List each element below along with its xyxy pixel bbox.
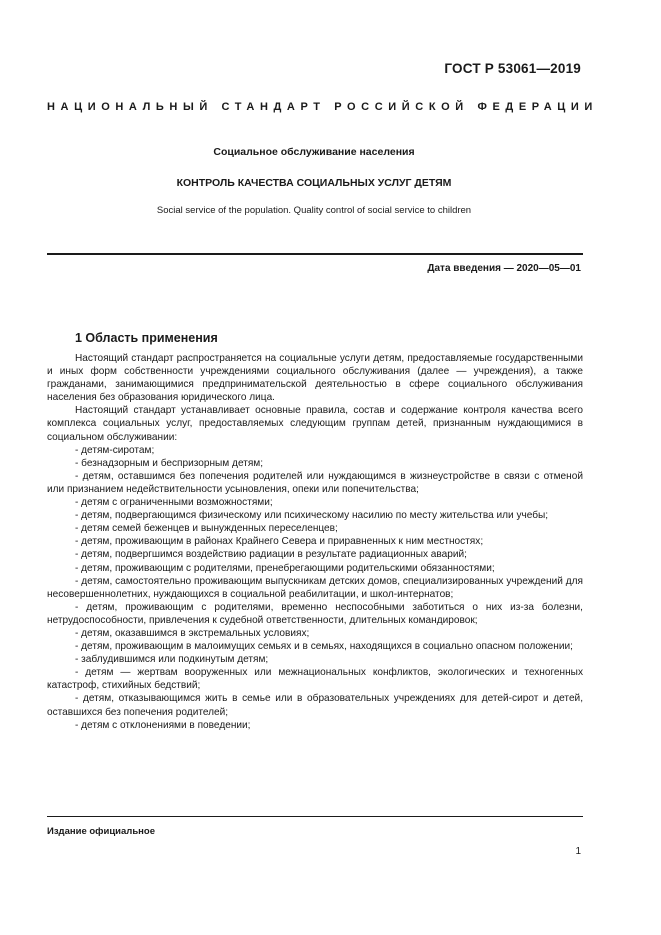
page-number: 1 <box>575 846 581 857</box>
paragraph: Настоящий стандарт распространяется на социальные услуги детям, предоставляемые государственными и иных форм собственности учреждениями социального обслуживания (далее — учреждения), а также гражданами, занимающимися предпринимательской деятельностью в сфере социального обслуживания населения без образования юридического лица. <box>47 353 583 404</box>
gost-code: ГОСТ Р 53061—2019 <box>444 61 581 76</box>
list-item: - детям с отклонениями в поведении; <box>75 719 251 731</box>
list-item: - детям, проживающим в малоимущих семьях и в семьях, находящихся в социально опасном положении; <box>75 641 573 653</box>
list-item: - детям, проживающим с родителями, пренебрегающими родительскими обязанностями; <box>75 562 495 574</box>
list-item: - детям, оказавшимся в экстремальных условиях; <box>75 627 310 639</box>
national-standard-heading: НАЦИОНАЛЬНЫЙ СТАНДАРТ РОССИЙСКОЙ ФЕДЕРАЦИИ <box>47 101 598 113</box>
list-item: - детям, самостоятельно проживающим выпускникам детских домов, специализированных учреждений для несовершеннолетних, нуждающихся в социальной реабилитации, и школ-интернатов; <box>47 575 583 600</box>
list-item: - детям-сиротам; <box>75 444 155 456</box>
document-title: КОНТРОЛЬ КАЧЕСТВА СОЦИАЛЬНЫХ УСЛУГ ДЕТЯМ <box>176 177 452 189</box>
list-item: - детям, отказывающимся жить в семье или в образовательных учреждениях для детей-сирот и детей, оставшихся без попечения родителей; <box>47 693 583 718</box>
list-item: - детям, оставшимся без попечения родителей или нуждающимся в жизнеустройстве в связи с отменой или признанием недействительности усыновления, опеки или попечительства; <box>47 470 583 495</box>
list-item: - детям, проживающим в районах Крайнего Севера и приравненных к ним местностях; <box>75 536 484 548</box>
paragraph: Настоящий стандарт устанавливает основные правила, состав и содержание контроля качества всего комплекса социальных услуг, предоставляемых следующим группам детей, признанным нуждающимися в социальном обслуживании: <box>47 405 583 443</box>
list-item: - безнадзорным и беспризорным детям; <box>75 457 264 469</box>
list-item: - детям, проживающим с родителями, временно неспособными заботиться о них из-за болезни, нетрудоспособности, привлечения к судебной ответственности, длительных командировок; <box>47 601 583 626</box>
list-item: - детям с ограниченными возможностями; <box>75 497 273 509</box>
list-item: - детям, подвергшимся воздействию радиации в результате радиационных аварий; <box>75 549 467 561</box>
edition-label: Издание официальное <box>47 826 155 837</box>
header-divider <box>47 253 583 255</box>
intro-date: Дата введения — 2020—05—01 <box>427 263 581 274</box>
section-body <box>47 352 583 732</box>
subject-heading: Социальное обслуживание населения <box>213 146 415 158</box>
footer-divider <box>47 816 583 817</box>
list-item: - заблудившимся или подкинутым детям; <box>75 654 269 666</box>
section-title: 1 Область применения <box>75 331 218 345</box>
list-item: - детям — жертвам вооруженных или межнациональных конфликтов, экологических и техногенных катастроф, стихийных бедствий; <box>47 667 583 692</box>
list-item: - детям, подвергающимся физическому или психическому насилию по месту жительства или учебы; <box>75 510 549 522</box>
list-item: - детям семей беженцев и вынужденных переселенцев; <box>75 523 338 535</box>
document-title-english: Social service of the population. Quality control of social service to children <box>156 205 472 216</box>
